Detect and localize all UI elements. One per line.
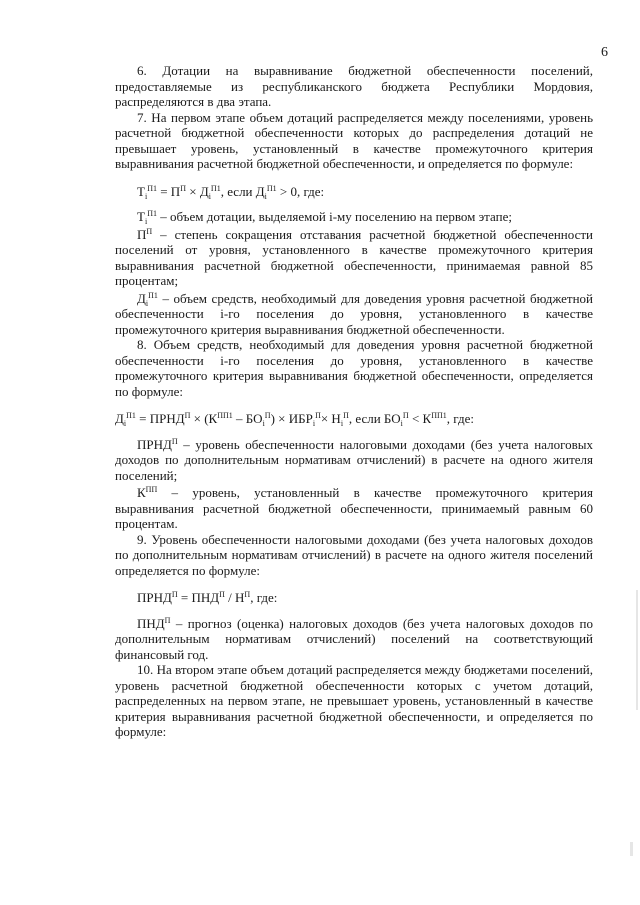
scan-mark bbox=[630, 842, 633, 856]
paragraph-7: 7. На первом этапе объем дотаций распределяется между поселениями, уровень расчетной бюджетной обеспеченности которых до распределения дотаций не превышает уровень, установленный в качестве промежуточного критерия выравнивания расчетной бюджетной обеспеченности, и определяется по формуле: bbox=[115, 109, 593, 171]
definition-t-i-p1: $T_i^{П1}$ – объем дотации, выделяемой i-му поселению на первом этапе; bbox=[137, 209, 512, 226]
formula-3: $ПРНД^П = ПНД^П / Н^П$, где: bbox=[137, 590, 278, 605]
document-body bbox=[115, 63, 593, 740]
scan-mark bbox=[636, 590, 638, 710]
paragraph-10: 10. На втором этапе объем дотаций распределяется между бюджетами поселений, уровень расчетной бюджетной обеспеченности которых с учетом дотаций, распределенных на первом этапе, не превышает уровень, установленный в качестве критерия выравнивания расчетной бюджетной обеспеченности, и определяется по формуле: bbox=[115, 662, 593, 739]
definition-k-pp: $К^{ПП}$ – уровень, установленный в качестве промежуточного критерия выравнивания расчетной бюджетной обеспеченности, принимаемый равным 60 процентам. bbox=[115, 485, 593, 531]
formula-1: $T_i^{П1} = П^П \times Д_i^{П1}$, если $Д_i^{П1} > 0$, где: bbox=[137, 183, 325, 201]
paragraph-9: 9. Уровень обеспеченности налоговыми доходами (без учета налоговых доходов по дополнительным нормативам отчислений) в расчете на одного жителя поселений определяется по формуле: bbox=[115, 531, 593, 578]
definition-prnd: $ПРНД^П$ – уровень обеспеченности налоговыми доходами (без учета налоговых доходов по дополнительным нормативам отчислений) в расчете на одного жителя поселений; bbox=[115, 436, 593, 483]
definition-pnd: $ПНД^П$ – прогноз (оценка) налоговых доходов (без учета налоговых доходов по дополнительным нормативам отчислений) поселений на соответствующий финансовый год. bbox=[115, 615, 593, 662]
definition-p-p: $П^П$ – степень сокращения отставания расчетной бюджетной обеспеченности поселений от уровня, установленного в качестве промежуточного критерия выравнивания расчетной бюджетной обеспеченности, принимаемая равной 85 процентам; bbox=[115, 226, 593, 288]
definition-d-i-p1: $Д_i^{П1}$ – объем средств, необходимый для доведения уровня расчетной бюджетной обеспеченности i-го поселения до уровня, установленного в качестве промежуточного критерия выравнивания бюджетной обеспеченности. bbox=[115, 290, 593, 337]
formula-2: $Д_i^{П1}$ = $ПРНД^П \times (К^{ПП1} - БО_i^П) \times ИБР_i^П\times Н_i^П$, если $БО_i^П < К^{ПП1}$, где: bbox=[115, 411, 474, 428]
page-number: 6 bbox=[601, 45, 608, 60]
paragraph-8: 8. Объем средств, необходимый для доведения уровня расчетной бюджетной обеспеченности i-го поселения до уровня, установленного в качестве промежуточного критерия выравнивания бюджетной обеспеченности, определяется по формуле: bbox=[115, 337, 593, 399]
paragraph-6: 6. Дотации на выравнивание бюджетной обеспеченности поселений, предоставляемые из республиканского бюджета Республики Мордовия, распределяются в два этапа. bbox=[115, 63, 593, 109]
